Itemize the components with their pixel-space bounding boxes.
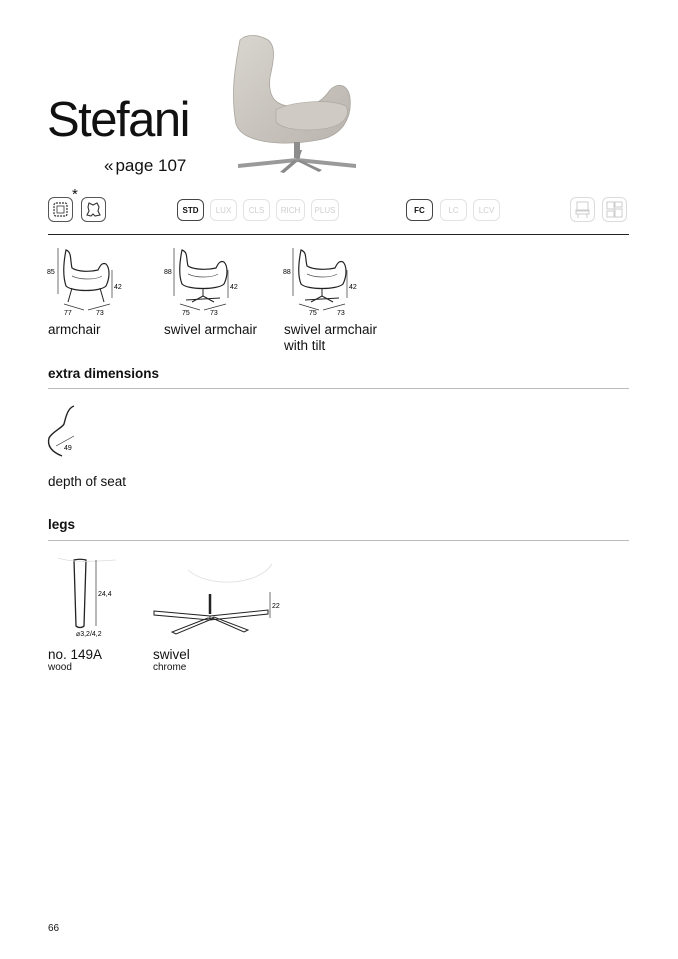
tilt-width: 75 xyxy=(309,310,317,317)
leg-149a-diameter: ⌀3,2/4,2 xyxy=(76,631,102,638)
armchair-height: 85 xyxy=(47,269,55,276)
variant-label-swivel-tilt-line1: swivel armchair xyxy=(284,322,378,337)
variant-label-armchair: armchair xyxy=(48,322,101,337)
page-title: Stefani xyxy=(47,93,190,147)
header-divider xyxy=(48,234,629,235)
seat-depth-drawing xyxy=(44,402,94,464)
extra-dimensions-divider xyxy=(48,388,629,389)
swivel-depth: 73 xyxy=(210,310,218,317)
finish-badge-fc[interactable]: FC xyxy=(406,199,433,221)
armchair-width: 77 xyxy=(64,310,72,317)
grade-badge-plus[interactable]: PLUS xyxy=(311,199,339,221)
double-chevron-left-icon: « xyxy=(104,156,114,175)
finish-badge-lc[interactable]: LC xyxy=(440,199,467,221)
swivel-tilt-armchair-drawing xyxy=(281,242,365,318)
chair-front-icon[interactable] xyxy=(570,197,595,222)
seat-depth-value: 49 xyxy=(64,445,72,452)
tilt-depth: 73 xyxy=(337,310,345,317)
page-reference-text: page 107 xyxy=(115,156,187,175)
variant-label-swivel-tilt-line2: with tilt xyxy=(284,338,326,353)
legs-heading: legs xyxy=(48,517,76,532)
grade-badge-cls[interactable]: CLS xyxy=(243,199,270,221)
variant-label-swivel-tilt xyxy=(284,322,377,354)
variant-label-swivel: swivel armchair xyxy=(164,322,258,337)
armchair-drawing xyxy=(44,242,128,318)
layout-blocks-icon[interactable] xyxy=(602,197,627,222)
page-reference-link[interactable] xyxy=(104,156,186,176)
page-number: 66 xyxy=(48,923,60,934)
legs-divider xyxy=(48,540,629,541)
tilt-height: 88 xyxy=(283,269,291,276)
swivel-armchair-drawing xyxy=(162,242,246,318)
tilt-seat-height: 42 xyxy=(349,284,357,291)
swivel-width: 75 xyxy=(182,310,190,317)
armchair-seat-height: 42 xyxy=(114,284,122,291)
extra-dimensions-heading: extra dimensions xyxy=(48,366,160,381)
leg-149a-drawing xyxy=(56,556,126,642)
leather-hide-icon[interactable] xyxy=(81,197,106,222)
chair-photo xyxy=(218,32,358,177)
fabric-swatch-icon[interactable] xyxy=(48,197,73,222)
leg-swivel-name: swivel xyxy=(153,647,190,662)
extra-dimension-label: depth of seat xyxy=(48,474,127,489)
asterisk-mark: * xyxy=(72,186,78,203)
grade-badge-std[interactable]: STD xyxy=(177,199,204,221)
leg-149a-name: no. 149A xyxy=(48,647,103,662)
grade-badge-rich[interactable]: RICH xyxy=(276,199,305,221)
grade-badge-lux[interactable]: LUX xyxy=(210,199,237,221)
finish-badge-lcv[interactable]: LCV xyxy=(473,199,500,221)
leg-149a-height: 24,4 xyxy=(98,591,112,598)
leg-swivel-finish: chrome xyxy=(153,662,187,673)
armchair-depth: 73 xyxy=(96,310,104,317)
leg-149a-finish: wood xyxy=(48,662,72,673)
swivel-seat-height: 42 xyxy=(230,284,238,291)
swivel-height: 88 xyxy=(164,269,172,276)
leg-swivel-drawing xyxy=(148,556,288,642)
leg-swivel-height: 22 xyxy=(272,603,280,610)
